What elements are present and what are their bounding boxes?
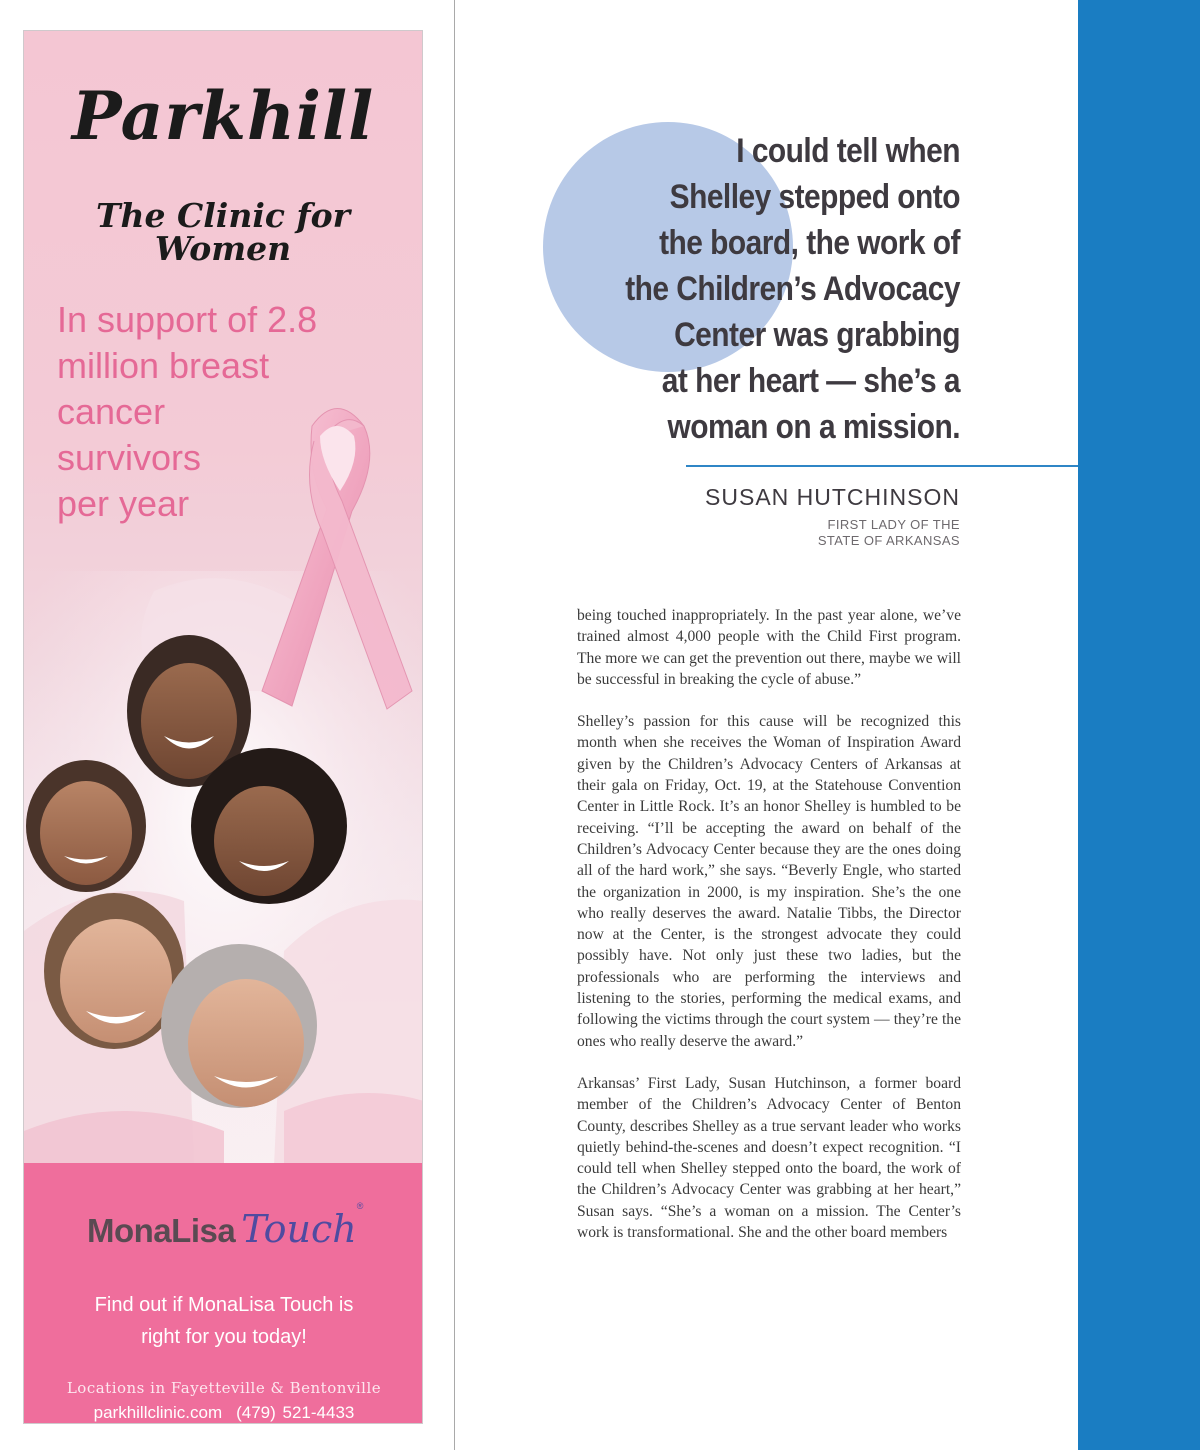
cta-line: right for you today! (141, 1326, 307, 1348)
quote-rule (686, 465, 1078, 467)
tagline-line: million breast (57, 345, 270, 386)
tagline-line: survivors (57, 437, 202, 478)
quote-attribution-title (700, 517, 960, 549)
quote-line: at her heart — she’s a (661, 362, 960, 400)
quote-attribution-name: SUSAN HUTCHINSON (705, 484, 960, 510)
article-paragraph: being touched inappropriately. In the past year alone, we’ve trained almost 4,000 people with the Child First program. The more we can get the prevention out there, maybe we will be successful in breaking the cycle of abuse.” (577, 607, 961, 688)
quote-line: the board, the work of (659, 224, 960, 262)
website-link[interactable]: parkhillclinic.com (93, 1403, 223, 1422)
quote-line: I could tell when (736, 132, 960, 170)
tagline-line: per year (57, 483, 190, 524)
blue-margin-band (1078, 0, 1200, 1450)
pull-quote (608, 128, 960, 450)
quote-line: Shelley stepped onto (669, 178, 960, 216)
quote-line: woman on a mission. (667, 408, 960, 446)
article-body (577, 605, 961, 1264)
article-paragraph: Arkansas’ First Lady, Susan Hutchinson, a former board member of the Children’s Advocacy Center of Benton County, describes Shelley as a true servant leader who works quietly behind-the-scenes and doesn’t expect recognition. “I could tell when Shelley stepped onto the board, the work of the Children’s Advocacy Center was grabbing at her heart,” Susan says. “She’s a woman on a mission. The Center’s work is transformational. She and the other board members (577, 1074, 961, 1242)
logo-mona: MonaLisa (87, 1212, 236, 1249)
cta-line: Find out if MonaLisa Touch is (94, 1294, 354, 1316)
article-paragraph: Shelley’s passion for this cause will be recognized this month when she receives the Woman of Inspiration Award given by the Children’s Advocacy Centers of Arkansas at their gala on Friday, Oct. 19, at the Statehouse Convention Center in Little Rock. It’s an honor Shelley is humbled to be receiving. “I’ll be accepting the award on behalf of the Children’s Advocacy Center because they are the ones doing all of the hard work,” she says. “Beverly Engle, who started the organization in 2000, is my inspiration. She’s the one who really deserves the award. Natalie Tibbs, the Director now at the Center, is the strongest advocate they could possibly have. Not only just these two ladies, but the professionals who are performing the interviews and listening to the stories, performing the medical exams, and following the victims through the court system — they’re the ones who really deserve the award.” (577, 713, 961, 1050)
quote-line: the Children’s Advocacy (625, 270, 960, 308)
ad-contact (24, 1403, 423, 1423)
ad-call-to-action (24, 1289, 423, 1353)
pink-ribbon-icon (252, 391, 422, 721)
ad-locations: Locations in Fayetteville & Bentonville (66, 1379, 382, 1397)
column-divider (454, 0, 455, 1450)
logo-touch: Touch (241, 1207, 357, 1251)
advertisement (23, 30, 423, 1424)
quote-line: Center was grabbing (674, 316, 960, 354)
tagline-line: cancer (57, 391, 166, 432)
attribution-title-line: FIRST LADY OF THE (827, 517, 960, 532)
tagline-line: In support of 2.8 (57, 299, 318, 340)
phone-number: (479) 521-4433 (236, 1403, 355, 1422)
monalisa-touch-logo (87, 1201, 364, 1251)
brand-name: Parkhill (71, 77, 375, 155)
registered-mark: ® (356, 1201, 364, 1211)
attribution-title-line: STATE OF ARKANSAS (817, 533, 960, 548)
ad-footer (24, 1163, 423, 1424)
brand-subtitle: The Clinic for Women (95, 196, 351, 268)
